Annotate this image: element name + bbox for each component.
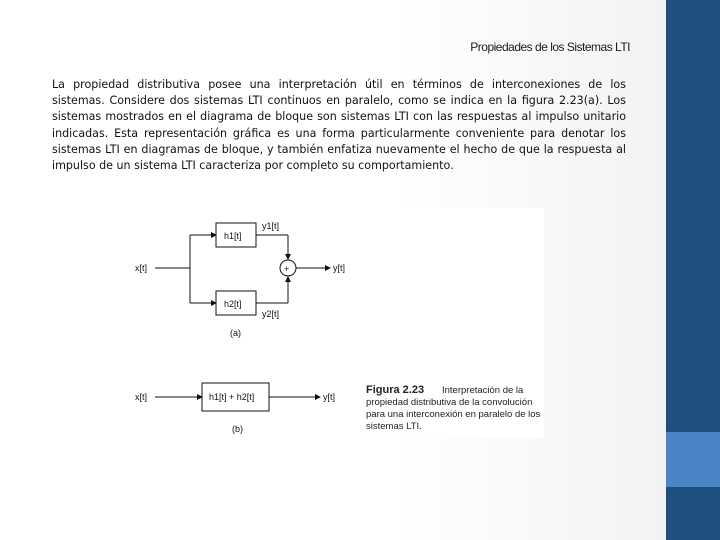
caption-line-4: sistemas LTI. bbox=[366, 421, 422, 432]
a-output-label: y[t] bbox=[333, 263, 346, 273]
b-block-label: h1[t] + h2[t] bbox=[209, 392, 255, 402]
sidebar-bottom-band bbox=[666, 489, 720, 540]
b-figure-label: (b) bbox=[232, 424, 243, 434]
a-y2-label: y2[t] bbox=[262, 309, 280, 319]
figure-2-23 bbox=[120, 208, 544, 438]
caption-line-2: propiedad distributiva de la convolución bbox=[366, 397, 533, 408]
caption-line-3: para una interconexión en paralelo de los bbox=[366, 409, 541, 420]
sidebar-accent-band bbox=[666, 432, 720, 487]
a-block-h1-label: h1[t] bbox=[224, 231, 242, 241]
a-input-label: x[t] bbox=[135, 263, 148, 273]
body-paragraph: La propiedad distributiva posee una interpretación útil en términos de interconexiones de los sistemas. Considere dos sistemas LTI continuos en paralelo, como se indica en la figura 2.23(a). Los sistemas mostrados en el diagrama de bloque son sistemas LTI con las respuestas al impulso unitario indicadas. Esta representación gráfica es una forma particularmente conveniente para denotar los sistemas LTI en diagramas de bloque, y también enfatiza nuevamente el hecho de que la respuesta al impulso de un sistema LTI caracteriza por completo su comportamiento. bbox=[52, 78, 626, 173]
a-y1-label: y1[t] bbox=[262, 221, 280, 231]
a-figure-label: (a) bbox=[230, 328, 241, 338]
b-output-label: y[t] bbox=[323, 392, 336, 402]
b-input-label: x[t] bbox=[135, 392, 148, 402]
caption-number: Figura 2.23 bbox=[366, 384, 425, 396]
slide-title: Propiedades de los Sistemas LTI bbox=[470, 40, 630, 54]
sidebar-top-band bbox=[666, 0, 720, 430]
figure-diagram bbox=[120, 208, 544, 438]
a-block-h2-label: h2[t] bbox=[224, 299, 242, 309]
right-sidebar bbox=[666, 0, 720, 540]
a-sum-symbol: + bbox=[284, 264, 290, 274]
caption-line-1: Interpretación de la bbox=[442, 385, 524, 396]
